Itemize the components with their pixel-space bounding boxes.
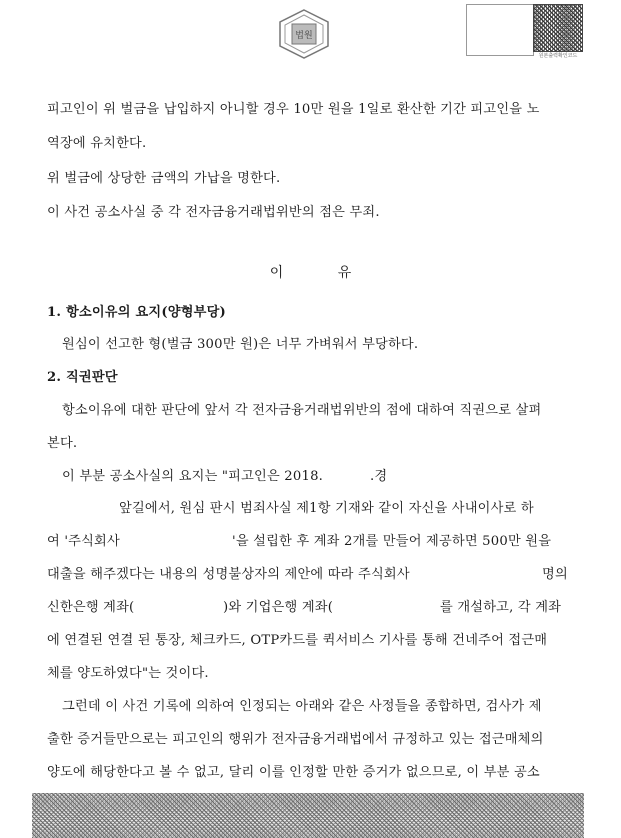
text-line: 이 사건 공소사실 중 각 전자금융거래법위반의 점은 무죄. bbox=[47, 205, 380, 220]
text-line: 그런데 이 사건 기록에 의하여 인정되는 아래와 같은 사정들을 종합하면, 검사가 제 bbox=[62, 699, 542, 714]
title-char: 유 bbox=[337, 265, 352, 281]
qr-label: 원본출력확인코드 bbox=[538, 53, 578, 59]
text-line: )와 기업은행 계좌( bbox=[223, 600, 334, 615]
text-line: 역장에 유치한다. bbox=[47, 136, 147, 151]
seal-text: 법원 bbox=[295, 31, 313, 41]
text-line: 신한은행 계좌( bbox=[47, 600, 135, 615]
text-line: '을 설립한 후 계좌 2개를 만들어 제공하면 500만 원을 bbox=[232, 534, 552, 549]
text-line: 대출을 해주겠다는 내용의 성명불상자의 제안에 따라 주식회사 bbox=[47, 567, 410, 582]
security-pattern-band bbox=[32, 793, 584, 838]
qr-code bbox=[533, 4, 583, 52]
text-line: 를 개설하고, 각 계좌 bbox=[440, 600, 562, 615]
title-char: 이 bbox=[269, 265, 284, 281]
text-line: 에 연결된 연결 된 통장, 체크카드, OTP카드를 퀵서비스 기사를 통해 건네주어 접근매 bbox=[47, 633, 548, 648]
stamp-box bbox=[466, 4, 534, 56]
text-line: 항소이유에 대한 판단에 앞서 각 전자금융거래법위반의 점에 대하여 직권으로 살펴 bbox=[62, 403, 542, 418]
text-line: 피고인이 위 벌금을 납입하지 아니할 경우 10만 원을 1일로 환산한 기간 피고인을 노 bbox=[47, 102, 540, 117]
court-seal-logo bbox=[276, 8, 332, 60]
section1-heading: 1. 항소이유의 요지(양형부당) bbox=[47, 305, 226, 320]
text-line: .경 bbox=[370, 469, 388, 484]
section1-text: 원심이 선고한 형(벌금 300만 원)은 너무 가벼워서 부당하다. bbox=[62, 337, 419, 352]
text-line: 출한 증거들만으로는 피고인의 행위가 전자금융거래법에서 규정하고 있는 접근매체의 bbox=[47, 732, 544, 747]
text-line: 명의 bbox=[542, 567, 568, 582]
text-line: 이 부분 공소사실의 요지는 "피고인은 2018. bbox=[62, 469, 324, 484]
section-title bbox=[0, 262, 621, 282]
text-line: 여 '주식회사 bbox=[47, 534, 120, 549]
text-line: 본다. bbox=[47, 436, 78, 451]
text-line: 위 벌금에 상당한 금액의 가납을 명한다. bbox=[47, 171, 281, 186]
text-line: 양도에 해당한다고 볼 수 없고, 달리 이를 인정할 만한 증거가 없으므로, 이 부분 공소 bbox=[47, 765, 540, 780]
section2-heading: 2. 직권판단 bbox=[47, 370, 118, 385]
text-line: 체를 양도하였다"는 것이다. bbox=[47, 666, 209, 681]
text-line: 앞길에서, 원심 판시 범죄사실 제1항 기재와 같이 자신을 사내이사로 하 bbox=[119, 501, 534, 516]
